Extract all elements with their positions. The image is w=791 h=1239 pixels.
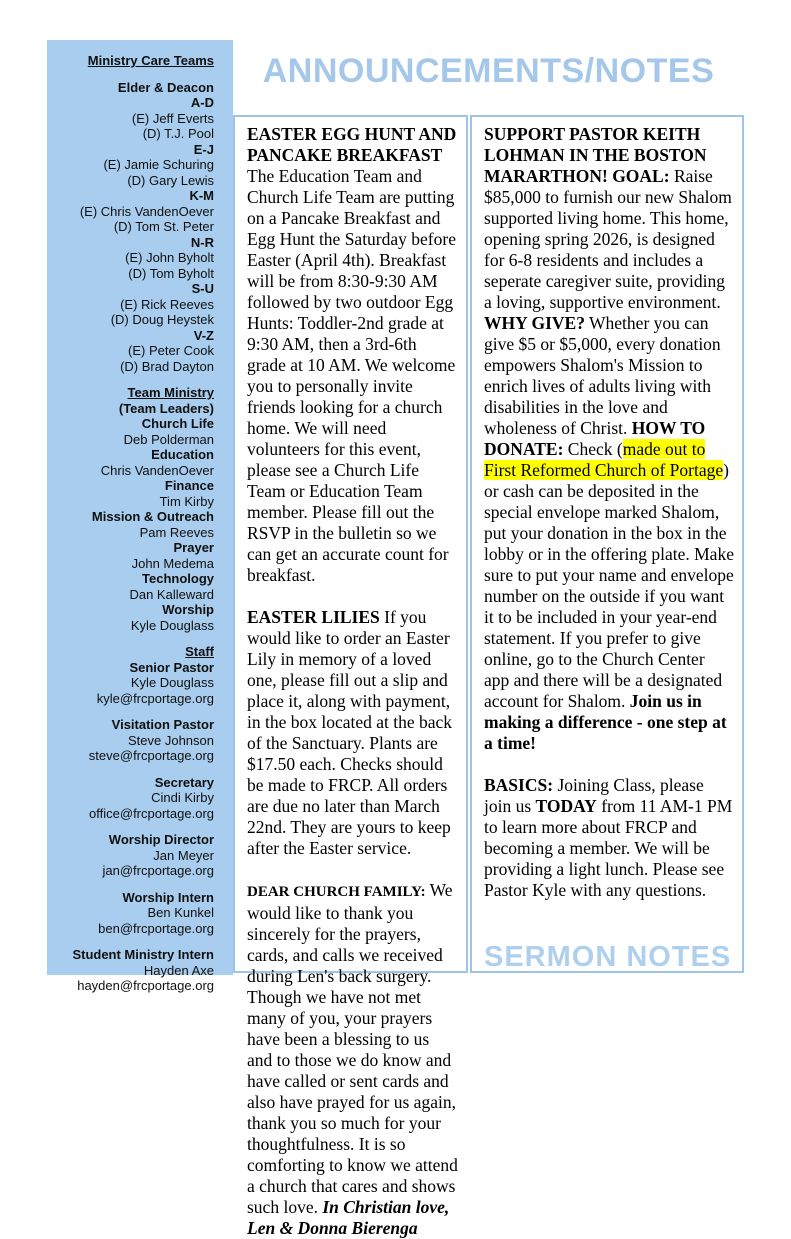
sidebar-line: kyle@frcportage.org [96,690,214,706]
sidebar-line: Tim Kirby [159,493,214,509]
sidebar-line: (D) Doug Heystek [110,312,214,327]
sidebar-line: Ben Kunkel [147,905,214,920]
announcement-paragraph [247,880,458,1239]
sidebar-line: Mission & Outreach [91,509,214,524]
sidebar-line: Secretary [154,774,214,790]
sidebar-section [53,947,214,994]
page-title: ANNOUNCEMENTS/NOTES [262,52,715,90]
sidebar-line: N-R [190,234,214,250]
sidebar-line: Worship Director [108,832,214,847]
announcement-paragraph [247,124,458,586]
sidebar-section [53,832,214,879]
sidebar-line: (E) Jeff Everts [131,110,214,126]
text-run: Joining Class, please join us [484,775,704,816]
sidebar-line: Ministry Care Teams [87,53,214,68]
sidebar-line: Senior Pastor [129,659,214,675]
sidebar-section [53,890,214,937]
announcement-paragraph [484,775,734,901]
text-run: HOW TO DONATE: [484,418,706,459]
sidebar-line: (E) Chris VandenOever [79,203,214,219]
text-run: EASTER EGG HUNT AND PANCAKE BREAKFAST [247,124,457,165]
sidebar-line: steve@frcportage.org [88,748,214,763]
sidebar-line: Chris VandenOever [100,462,214,478]
text-run: ) or cash can be deposited in the special envelope marked Shalom, put your donation in the box in the lobby or in the offering plate. Make sure to put your name and envelope number on the outside if you want it to be included in your year-end statement. If you prefer to give online, go to the Church Center app and there will be a designated account for Shalom. [484,460,734,711]
text-run: from 11 AM-1 PM to learn more about FRCP and becoming a member. We will be providing a light lunch. Please see Pastor Kyle with any questions. [484,796,733,900]
sidebar-line: Steve Johnson [127,732,214,748]
text-run: Raise $85,000 to furnish our new Shalom supported living home. This home, opening spring 2026, is designed for 6-8 residents and includes a seperate caregiver suite, providing a loving, supportive environment. [484,166,732,312]
sidebar-line: (D) Brad Dayton [120,358,214,374]
announcements-column-right [470,115,744,973]
sidebar-line: Finance [164,478,214,493]
text-run: Whether you can give $5 or $5,000, every donation empowers Shalom's Mission to enrich lives of adults living with disabilities in the love and wholeness of Christ. [484,313,721,438]
announcements-column-left [233,115,468,1238]
text-run: SUPPORT PASTOR KEITH LOHMAN IN THE BOSTON MARARTHON! GOAL: [484,124,707,186]
sidebar-line: V-Z [193,327,214,343]
sidebar-line: (D) Tom Byholt [128,265,214,281]
text-run: BASICS: [484,775,554,795]
sidebar-line: Cindi Kirby [151,790,214,805]
sidebar-line: hayden@frcportage.org [77,978,214,993]
sidebar-line: Prayer [173,540,214,555]
text-run: TODAY [535,796,597,816]
sidebar-section [53,53,214,69]
sidebar-section [53,80,214,375]
sidebar-line: S-U [191,281,214,296]
text-run: The Education Team and Church Life Team are putting on a Pancake Breakfast and Egg Hunt the Saturday before Easter (April 4th). Breakfast will be from 8:30-9:30 AM followed by two outdoor Egg Hunts: Toddler-2nd grade at 9:30 AM, then a 3rd-6th grade at 10 AM. We welcome you to personally invite friends looking for a church home. We will need volunteers for this event, please see a Church Life Team or Education Team member. Please fill out the RSVP in the bulletin so we can get an accurate count for breakfast. [247,166,456,585]
text-run: If you would like to order an Easter Lily in memory of a loved one, please fill out a slip and place it, along with payment, in the box located at the back of the Sanctuary. Plants are $17.50 each. Checks should be made to FRCP. All orders are due no later than March 22nd. They are yours to keep after the Easter service. [247,607,453,858]
sidebar-line: Pam Reeves [139,524,214,540]
sidebar-section [53,775,214,822]
sidebar-line: (Team Leaders) [118,400,214,416]
text-run: DEAR CHURCH FAMILY: [247,884,426,900]
sidebar-line: A-D [190,95,214,110]
sidebar-line: Kyle Douglass [130,617,214,633]
sidebar-line: (E) Rick Reeves [120,296,214,312]
sidebar-line: John Medema [131,555,214,571]
sidebar-line: Kyle Douglass [130,675,214,690]
sidebar-line: (E) John Byholt [125,250,214,265]
ministry-care-sidebar [47,40,233,993]
sidebar-section [53,385,214,633]
sidebar-line: office@frcportage.org [89,805,214,821]
text-run: Join us in making a difference - one step at a time! [484,691,727,753]
sermon-notes-title: SERMON NOTES [484,941,732,973]
text-run: Check ( [563,439,623,459]
sidebar-line: Visitation Pastor [111,717,214,732]
sidebar-section [53,717,214,764]
sidebar-line: Staff [185,644,214,659]
sidebar-line: Team Ministry [127,385,214,400]
sidebar-section [53,644,214,706]
text-run: In Christian love, Len & Donna Bierenga [247,1197,450,1238]
sidebar-line: Student Ministry Intern [72,947,214,962]
sidebar-line: Church Life [141,416,214,431]
text-run: EASTER LILIES [247,607,380,627]
sidebar-line: E-J [193,141,214,157]
sidebar-line: Hayden Axe [143,962,214,978]
sidebar-line: Elder & Deacon [117,79,214,95]
text-run: WHY GIVE? [484,313,585,333]
sidebar-line: (D) Tom St. Peter [113,219,214,234]
sidebar-line: Jan Meyer [153,847,214,863]
sidebar-line: (E) Jamie Schuring [103,157,214,172]
sidebar-line: Dan Kalleward [129,586,214,602]
text-run: We would like to thank you sincerely for the prayers, cards, and calls we received during Len's back surgery. Though we have not met many of you, your prayers have been a blessing to us and to those we do know and have called or sent cards and also have prayed for us again, thank you so much for your thoughtfulness. It is so comforting to know we attend a church that cares and shows such love. [247,880,458,1217]
sidebar-line: ben@frcportage.org [98,920,214,936]
announcement-paragraph [247,607,458,859]
sidebar-line: Worship [162,602,214,617]
announcement-paragraph [484,124,734,754]
sidebar-line: (D) Gary Lewis [127,172,214,188]
sidebar-line: K-M [189,188,214,203]
sidebar-line: Worship Intern [122,889,214,905]
sidebar-line: (D) T.J. Pool [142,126,214,141]
sidebar-line: Deb Polderman [123,431,214,447]
sidebar-line: Education [151,447,214,462]
sidebar-line: Technology [142,571,214,586]
sidebar-line: jan@frcportage.org [102,863,214,878]
sidebar-line: (E) Peter Cook [128,343,214,358]
text-run: made out to First Reformed Church of Portage [484,439,724,480]
